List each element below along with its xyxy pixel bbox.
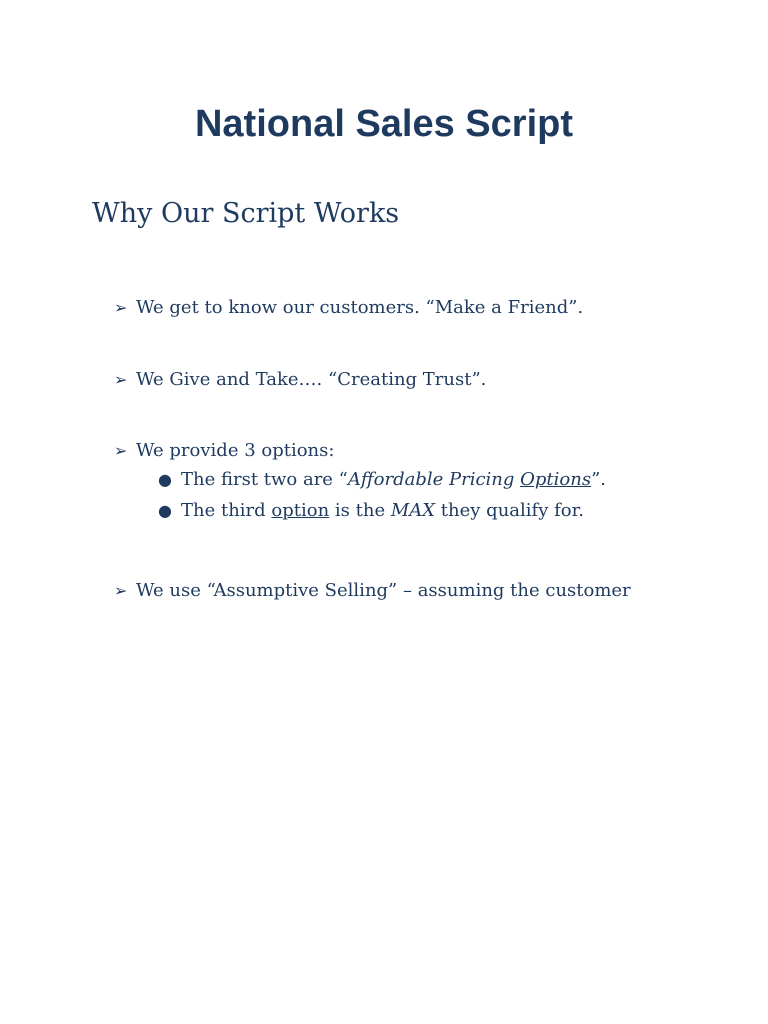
bullet-text: We get to know our customers. “Make a Friend”. — [136, 297, 584, 318]
sub-bullet-item-1 — [158, 465, 606, 495]
sub-bullet-prefix: The third — [181, 500, 272, 521]
bullet-item-3 — [114, 436, 334, 466]
sub-bullet-italic: MAX — [390, 500, 436, 521]
sub-bullet-suffix: ”. — [591, 469, 607, 490]
sub-bullet-italic-underlined: Options — [520, 469, 592, 490]
sub-bullet-suffix: they qualify for. — [435, 500, 584, 521]
sub-bullet-underlined: option — [271, 500, 330, 521]
arrowhead-bullet-icon: ➢ — [114, 298, 128, 317]
round-bullet-icon: ● — [158, 501, 172, 520]
bullet-text: We Give and Take…. “Creating Trust”. — [136, 369, 487, 390]
sub-bullet-italic: Affordable Pricing — [347, 469, 521, 490]
bullet-item-4 — [114, 576, 631, 606]
bullet-text: We provide 3 options: — [136, 440, 335, 461]
sub-bullet-prefix: The first two are “ — [181, 469, 348, 490]
document-title: National Sales Script — [194, 103, 573, 145]
bullet-text: We use “Assumptive Selling” – assuming the customer — [136, 580, 631, 601]
arrowhead-bullet-icon: ➢ — [114, 441, 128, 460]
bullet-item-2 — [114, 365, 486, 395]
arrowhead-bullet-icon: ➢ — [114, 581, 128, 600]
sub-bullet-middle: is the — [329, 500, 391, 521]
bullet-item-1 — [114, 293, 583, 323]
round-bullet-icon: ● — [158, 470, 172, 489]
arrowhead-bullet-icon: ➢ — [114, 370, 128, 389]
sub-bullet-item-2 — [158, 496, 584, 526]
section-heading: Why Our Script Works — [92, 198, 400, 229]
